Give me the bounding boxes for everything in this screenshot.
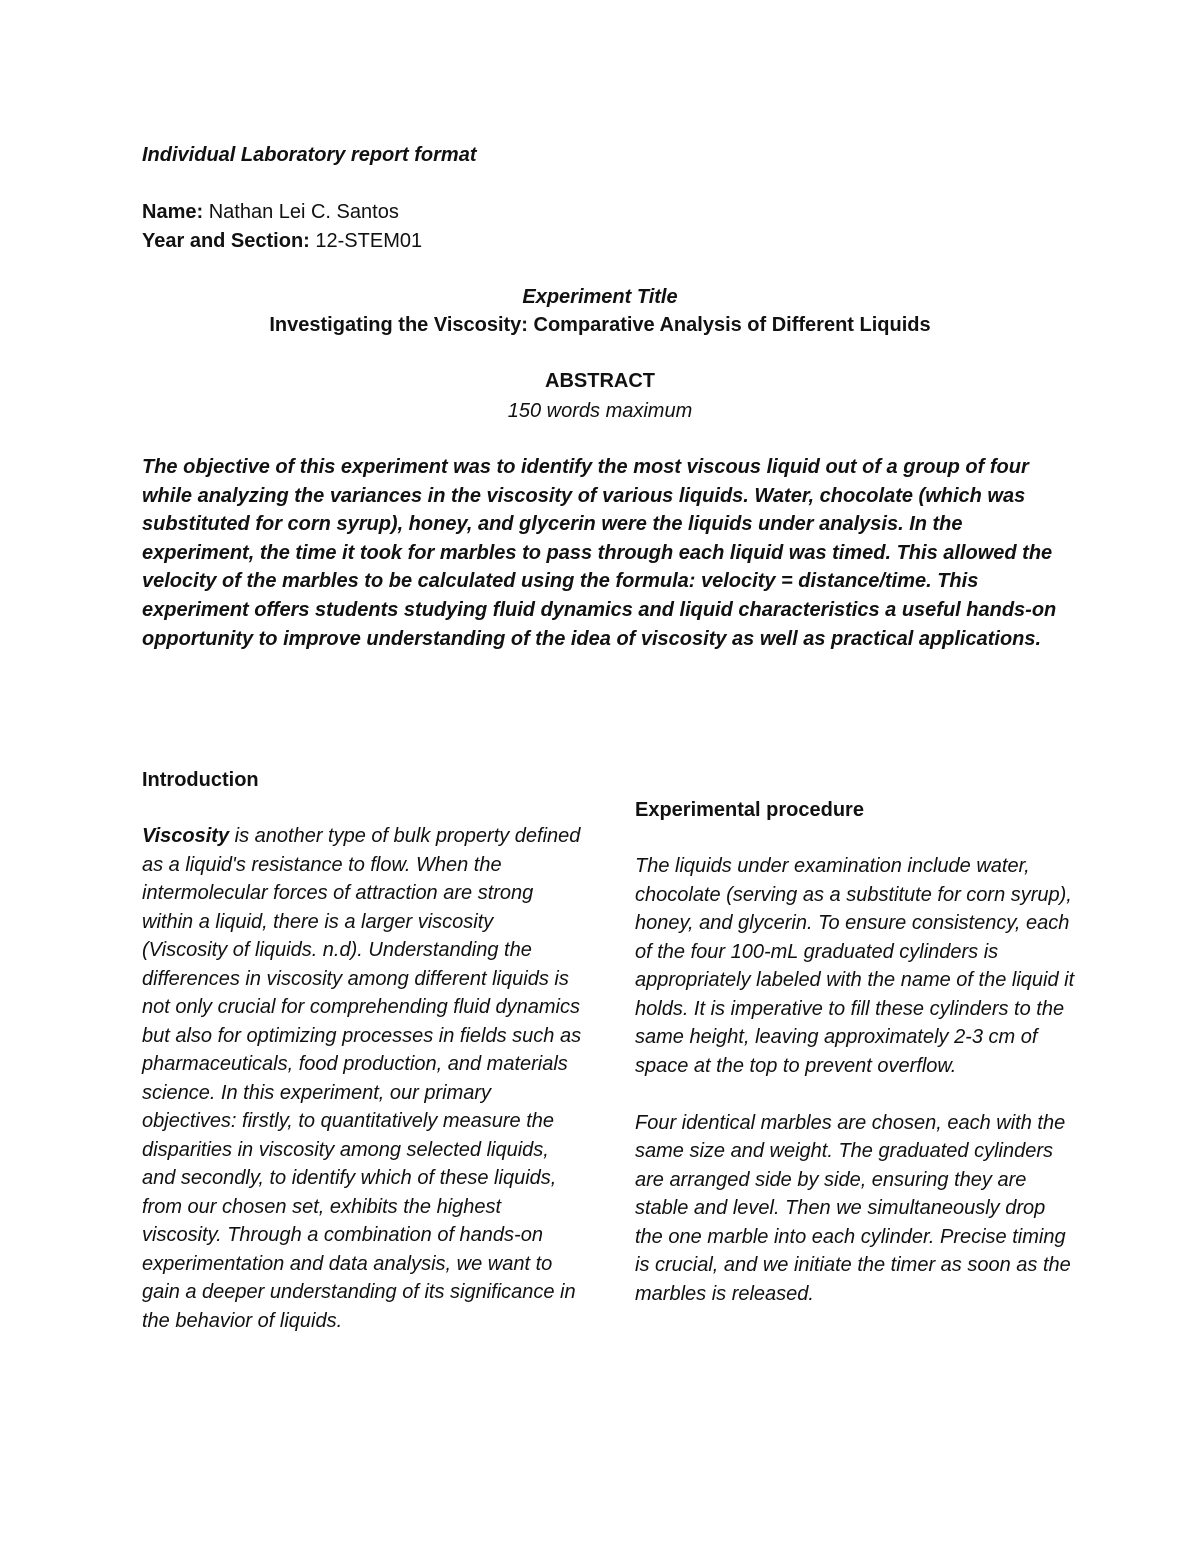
year-section-label: Year and Section: [142, 230, 310, 252]
abstract-word-limit-note: 150 words maximum [507, 400, 693, 422]
introduction-body: is another type of bulk property defined as a liquid's resistance to flow. When the intermolecular forces of attraction are strong within a liquid, there is a larger viscosity (Viscosity of liquids. n.d). Understanding the differences in viscosity among different liquids is not only crucial for comprehending fluid dynamics but also for optimizing processes in fields such as pharmaceuticals, food production, and materials science. In this experiment, our primary objectives: firstly, to quantitatively measure the disparities in viscosity among selected liquids, and secondly, to identify which of these liquids, from our chosen set, exhibits the highest viscosity. Through a combination of hands-on experimentation and data analysis, we want to gain a deeper understanding of its significance in the behavior of liquids. [142, 825, 582, 1332]
abstract-body: The objective of this experiment was to identify the most viscous liquid out of a group of four while analyzing the variances in the viscosity of various liquids. Water, chocolate (which was substituted for corn syrup), honey, and glycerin were the liquids under analysis. In the experiment, the time it took for marbles to pass through each liquid was timed. This allowed the velocity of the marbles to be calculated using the formula: velocity = distance/time. This experiment offers students studying fluid dynamics and liquid characteristics a useful hands-on opportunity to improve understanding of the idea of viscosity as well as practical applications. [142, 456, 1057, 650]
year-section-value: 12-STEM01 [309, 230, 423, 252]
name-value: Nathan Lei C. Santos [203, 201, 399, 223]
experiment-title-label: Experiment Title [522, 286, 678, 308]
name-field [142, 198, 399, 226]
introduction-term: Viscosity [142, 825, 230, 847]
procedure-paragraph: Four identical marbles are chosen, each with the same size and weight. The graduated cylinders are arranged side by side, ensuring they are stable and level. Then we simultaneously drop the one marble into each cylinder. Precise timing is crucial, and we initiate the timer as soon as the marbles is released. [635, 1111, 1071, 1305]
abstract-heading: ABSTRACT [545, 370, 655, 392]
experiment-title: Investigating the Viscosity: Comparative Analysis of Different Liquids [269, 314, 931, 336]
procedure-section [635, 796, 1075, 1308]
name-label: Name: [142, 201, 204, 223]
introduction-section [142, 766, 582, 1335]
procedure-paragraph: The liquids under examination include water, chocolate (serving as a substitute for corn syrup), honey, and glycerin. To ensure consistency, each of the four 100-mL graduated cylinders is appropriately labeled with the name of the liquid it holds. It is imperative to fill these cylinders to the same height, leaving approximately 2-3 cm of space at the top to prevent overflow. [635, 855, 1075, 1077]
procedure-heading: Experimental procedure [635, 799, 864, 821]
introduction-heading: Introduction [142, 769, 259, 791]
introduction-paragraph [142, 822, 582, 1335]
document-heading: Individual Laboratory report format [142, 144, 477, 166]
year-section-field [142, 227, 422, 255]
